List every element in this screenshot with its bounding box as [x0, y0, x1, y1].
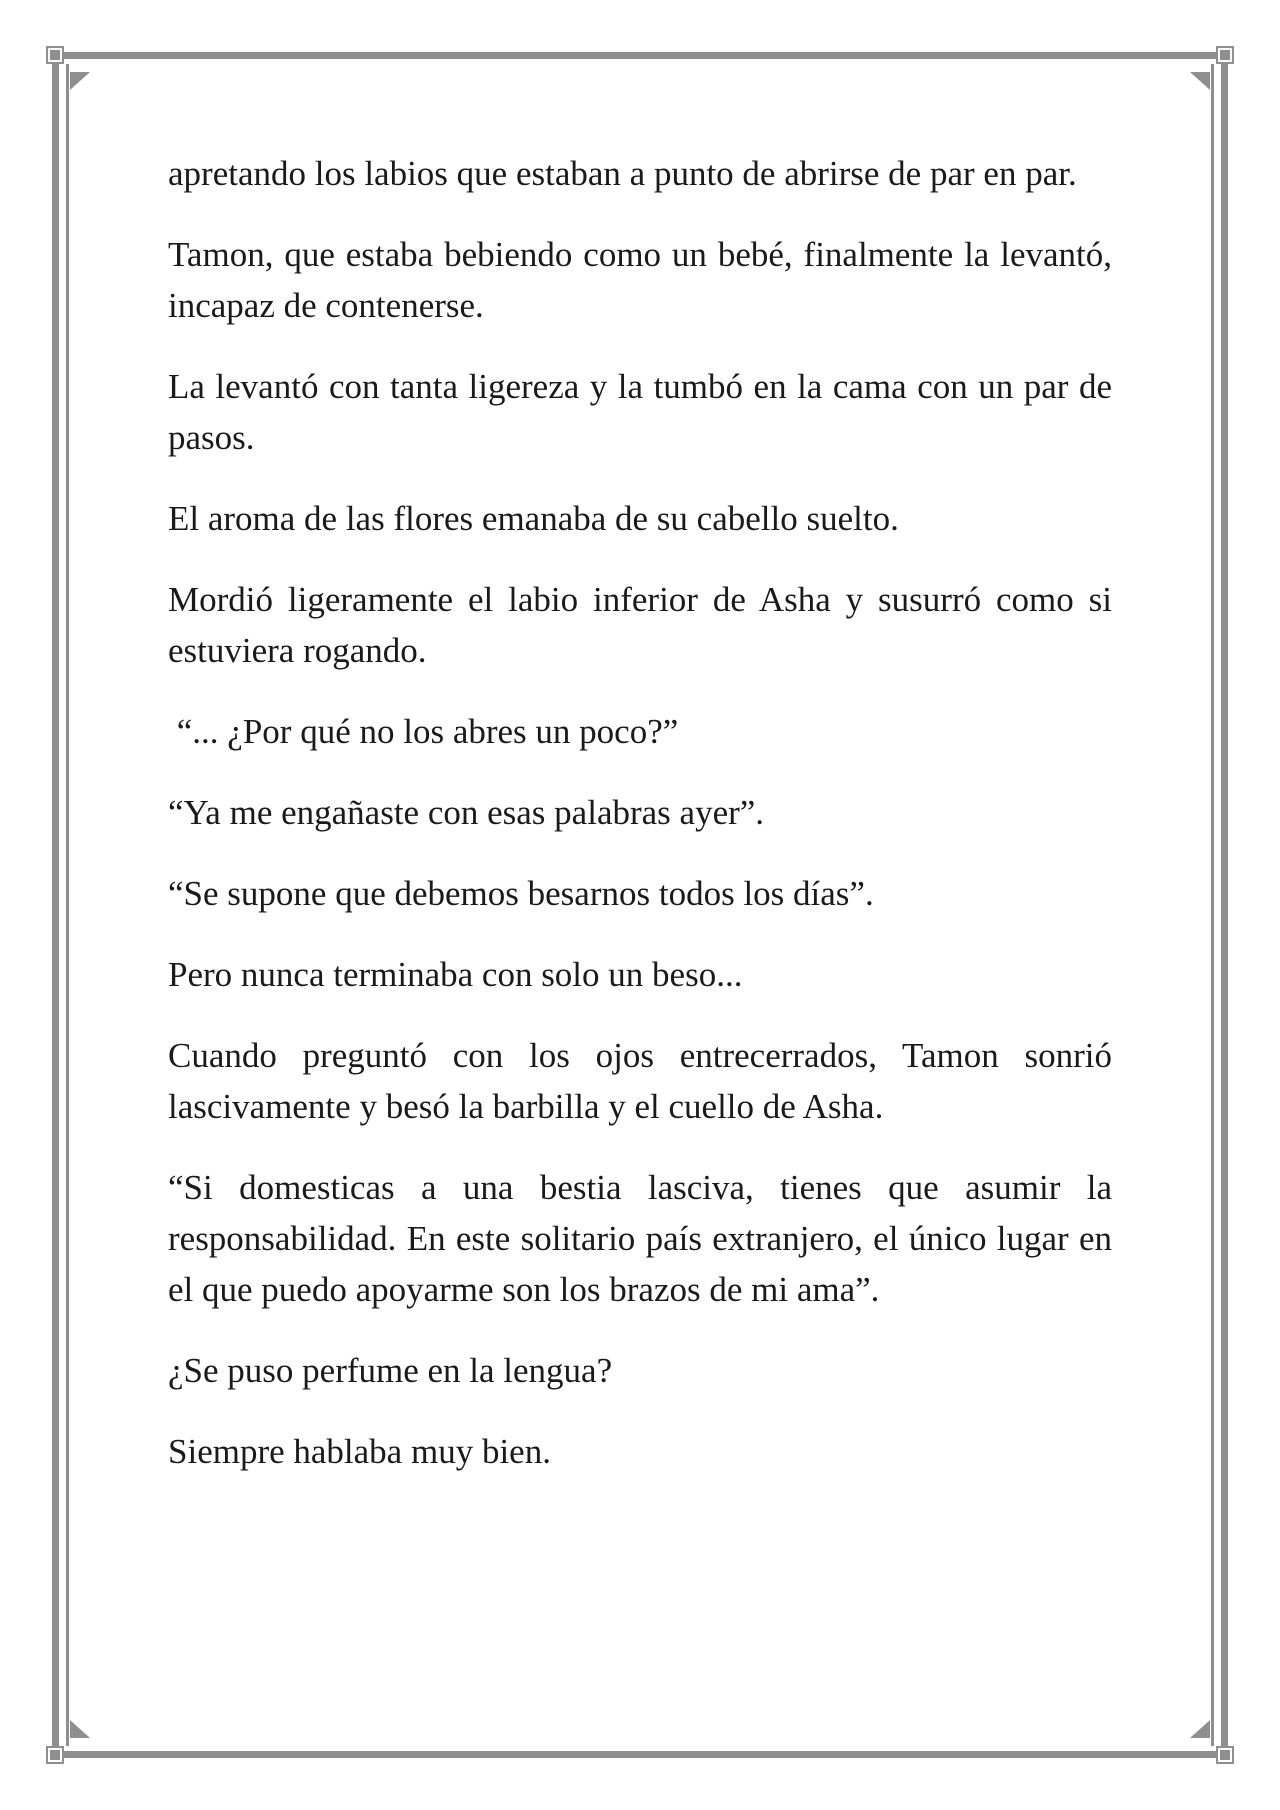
paragraph: “Ya me engañaste con esas palabras ayer”.	[168, 793, 765, 832]
paragraph: Pero nunca terminaba con solo un beso...	[168, 955, 743, 994]
paragraph: Siempre hablaba muy bien.	[168, 1432, 551, 1471]
paragraph: “... ¿Por qué no los abres un poco?”	[168, 712, 679, 751]
paragraph: apretando los labios que estaban a punto de abrirse de par en par.	[168, 154, 1077, 193]
paragraph: “Se supone que debemos besarnos todos los días”.	[168, 874, 874, 913]
paragraph: Cuando preguntó con los ojos entrecerrados, Tamon sonrió lascivamente y besó la barbilla y el cuello de Asha.	[168, 1036, 1112, 1126]
paragraph: La levantó con tanta ligereza y la tumbó en la cama con un par de pasos.	[168, 367, 1112, 457]
paragraph: Mordió ligeramente el labio inferior de Asha y susurró como si estuviera rogando.	[168, 580, 1112, 670]
paragraph: Tamon, que estaba bebiendo como un bebé, finalmente la levantó, incapaz de contenerse.	[168, 235, 1112, 325]
paragraph: ¿Se puso perfume en la lengua?	[168, 1351, 613, 1390]
page-text-body	[168, 148, 1112, 1507]
paragraph: “Si domesticas a una bestia lasciva, tienes que asumir la responsabilidad. En este solitario país extranjero, el único lugar en el que puedo apoyarme son los brazos de mi ama”.	[168, 1168, 1112, 1309]
paragraph: El aroma de las flores emanaba de su cabello suelto.	[168, 499, 899, 538]
